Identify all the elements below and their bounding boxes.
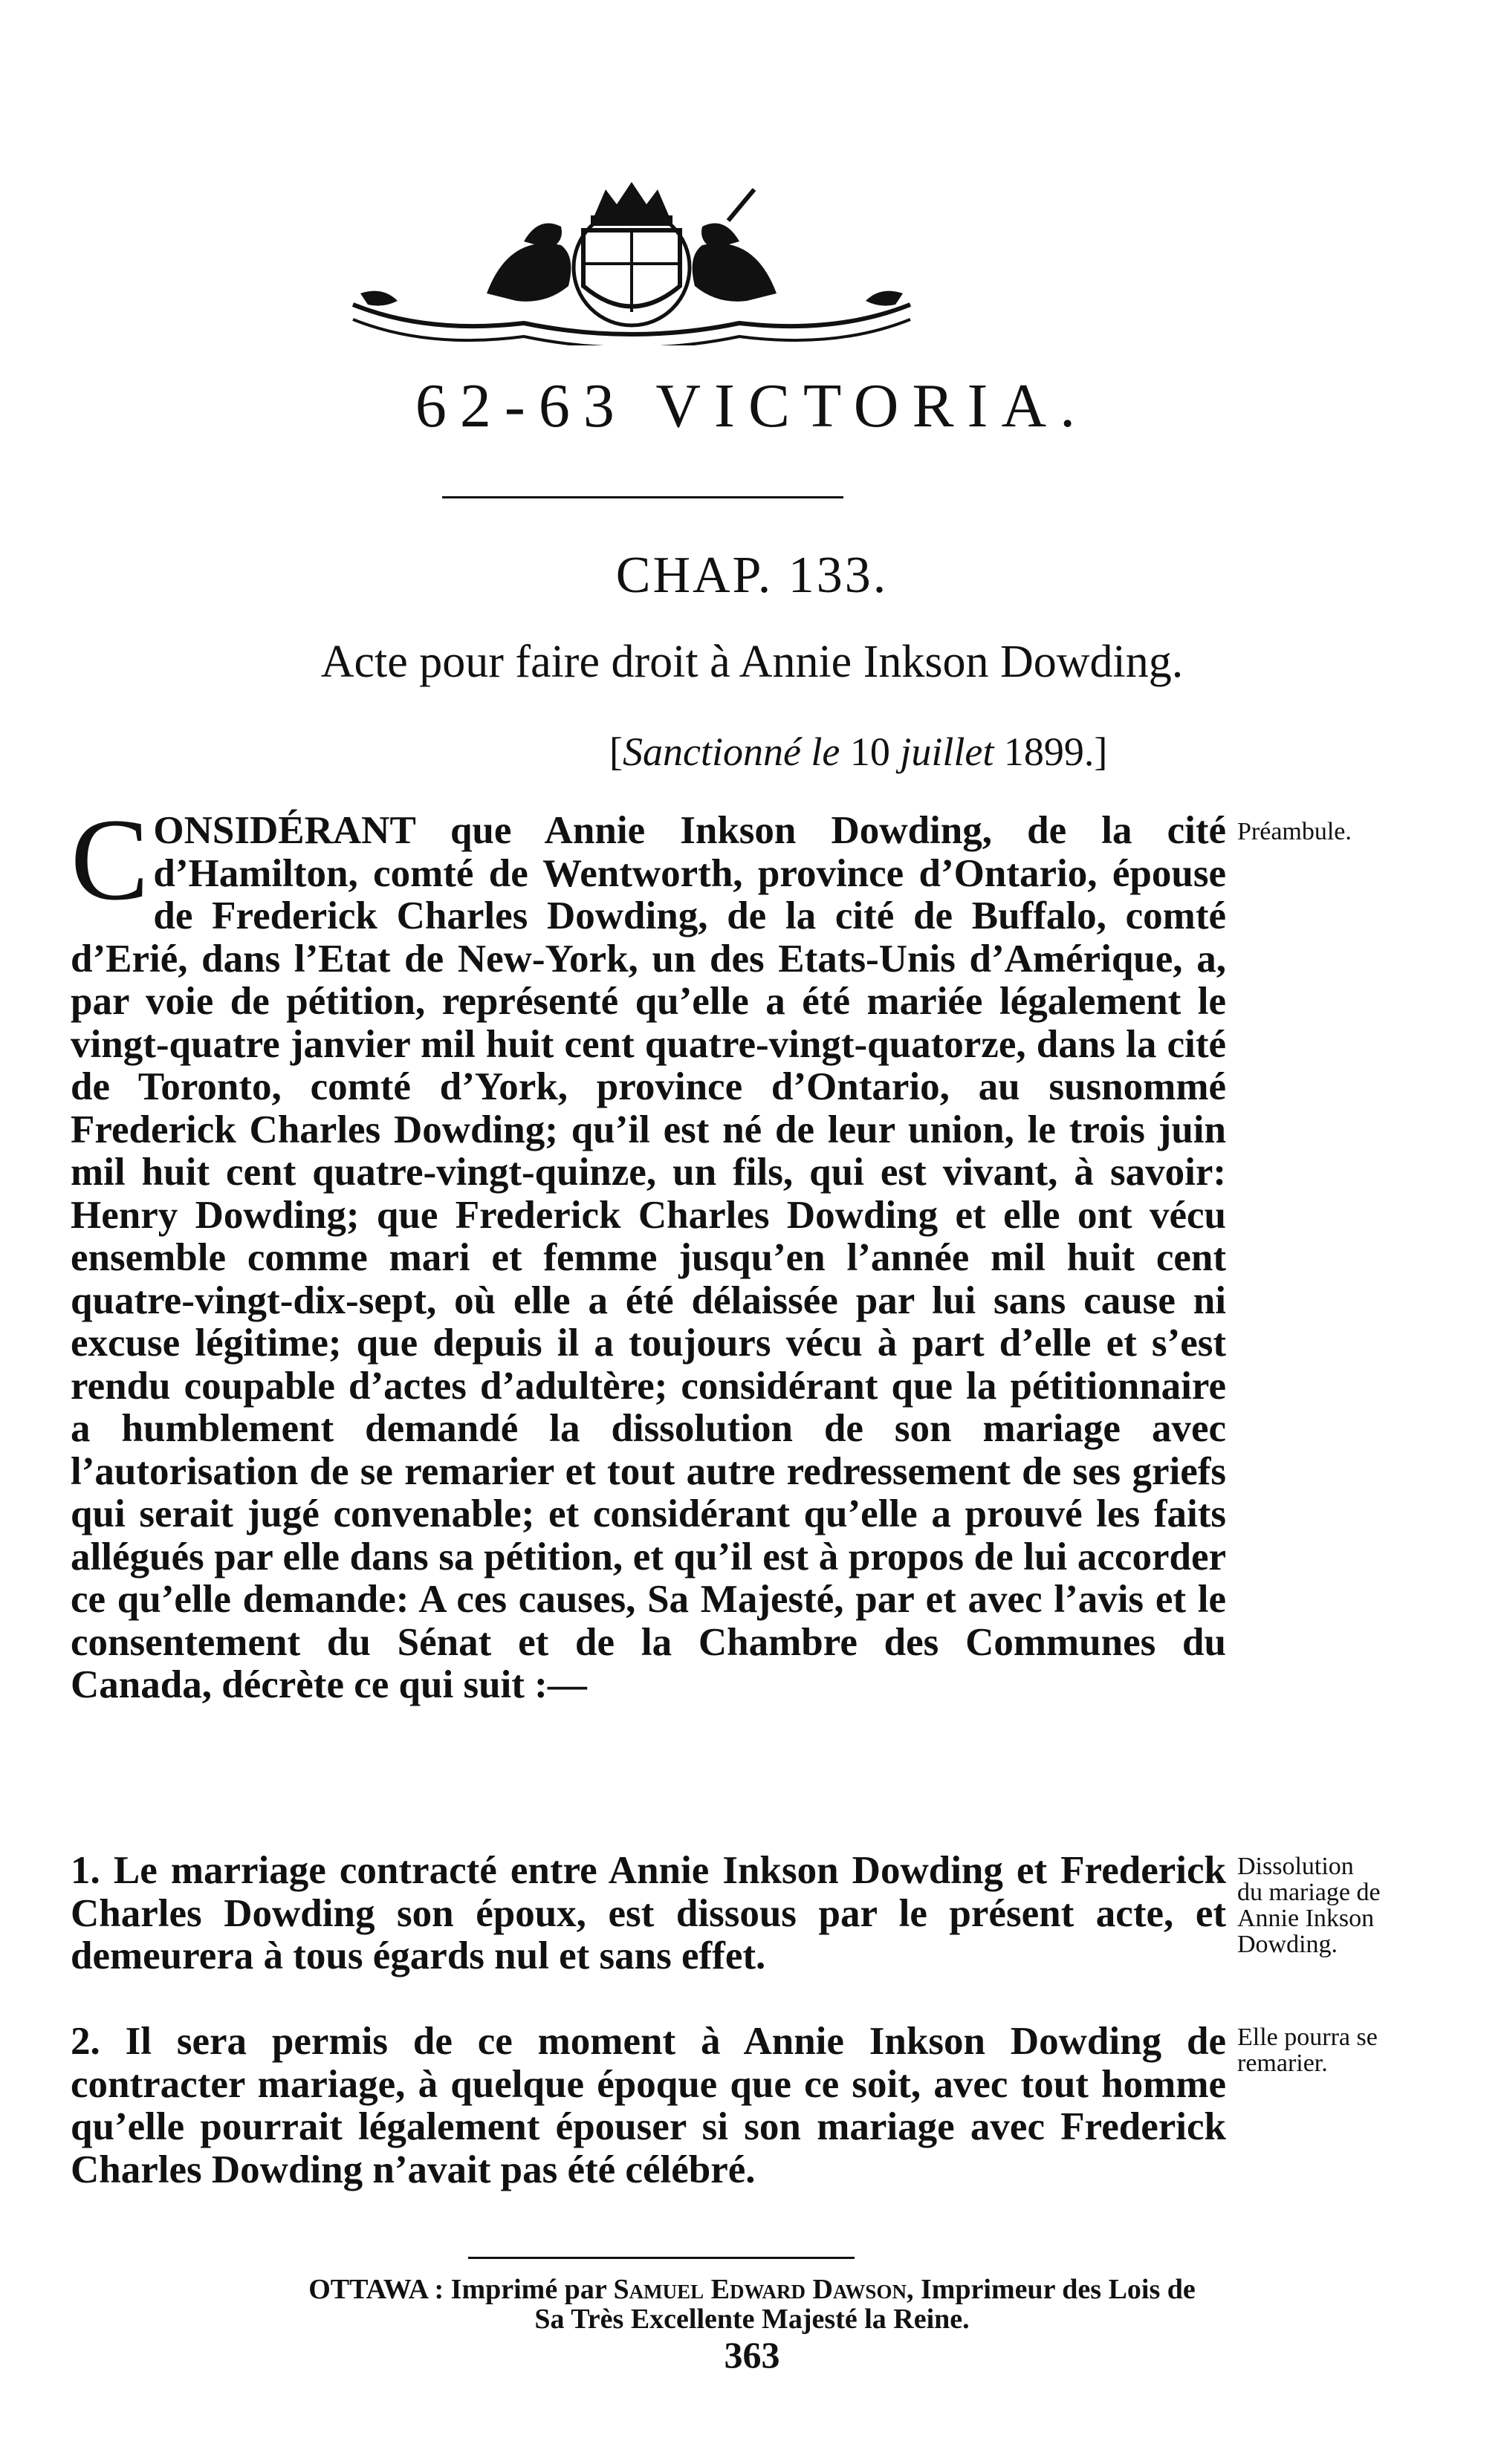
margin-note-section-2 (1237, 2024, 1378, 2076)
preamble-paragraph (71, 795, 1226, 1707)
margin-note-line: Dowding. (1237, 1931, 1338, 1958)
sanction-day: 10 (840, 729, 901, 774)
sanction-date (609, 729, 1108, 774)
section-2-number: 2. (71, 2020, 100, 2063)
margin-note-line: Elle pourra se (1237, 2023, 1378, 2051)
section-2 (71, 2021, 1226, 2191)
printer-imprint (0, 2275, 1504, 2334)
chapter-number: CHAP. 133. (615, 547, 889, 604)
margin-note-line: Dissolution (1237, 1853, 1354, 1880)
imprint-post: , Imprimeur des Lois de (906, 2274, 1196, 2305)
margin-note-line: remarier. (1237, 2049, 1328, 2077)
margin-note-preamble: Préambule. (1237, 818, 1352, 845)
royal-coat-of-arms-emblem (338, 175, 925, 345)
sanction-label: Sanctionné le (622, 729, 840, 774)
printer-name: Samuel Edward Dawson (613, 2274, 907, 2305)
imprint-line-1 (0, 2275, 1504, 2304)
reign-heading: 62-63 VICTORIA. (415, 371, 1089, 441)
section-1 (71, 1850, 1226, 1978)
act-title: Acte pour faire droit à Annie Inkson Dowding. (320, 637, 1184, 687)
sanction-month: juillet (900, 729, 994, 774)
margin-note-section-1 (1237, 1853, 1381, 1957)
sanction-open: [ (609, 729, 623, 774)
imprint-line-2: Sa Très Excellente Majesté la Reine. (534, 2304, 970, 2335)
footer-divider (468, 2257, 855, 2259)
margin-note-line: du mariage de (1237, 1879, 1381, 1906)
page-number: 363 (724, 2334, 780, 2376)
sanction-year: 1899.] (994, 729, 1108, 774)
drop-cap: C (71, 795, 149, 925)
header-divider (442, 496, 843, 498)
imprint-pre: OTTAWA : Imprimé par (308, 2274, 614, 2305)
section-1-number: 1. (71, 1849, 100, 1892)
section-1-text: Le marriage contracté entre Annie Inkson Dowding et Frederick Charles Dowding son époux, est dissous par le présent acte, et demeurera à tous égards nul et sans effet. (71, 1849, 1226, 1977)
preamble-text: ONSIDÉRANT que Annie Inkson Dowding, de la cité d’Hamilton, comté de Wentworth, province d’Ontario, épouse de Frederick Charles Dowding, de la cité de Buffalo, comté d’Erié, dans l’Etat de New-York, un des Etats-Unis d’Amérique, a, par voie de pétition, représenté qu’elle a été mariée légalement le vingt-quatre janvier mil huit cent quatre-vingt-quatorze, dans la cité de Toronto, comté d’York, province d’Ontario, au susnommé Frederick Charles Dowding; qu’il est né de leur union, le trois juin mil huit cent quatre-vingt-quinze, un fils, qui est vivant, à savoir: Henry Dowding; que Frederick Charles Dowding et elle ont vécu ensemble comme mari et femme jusqu’en l’année mil huit cent quatre-vingt-dix-sept, où elle a été délaissée par lui sans cause ni excuse légitime; que depuis il a toujours vécu à part d’elle et s’est rendu coupable d’actes d’adultère; considérant que la pétitionnaire a humblement demandé la dissolution de son mariage avec l’autorisation de se remarier et tout autre redressement de ses griefs qui serait jugé convenable; et considérant qu’elle a prouvé les faits allégués par elle dans sa pétition, et qu’il est à propos de lui accorder ce qu’elle demande: A ces causes, Sa Majesté, par et avec l’avis et le consentement du Sénat et de la Chambre des Communes du Canada, décrète ce qui suit :— (71, 809, 1226, 1706)
section-2-text: Il sera permis de ce moment à Annie Inkson Dowding de contracter mariage, à quelque époque que ce soit, avec tout homme qu’elle pourrait légalement épouser si son mariage avec Frederick Charles Dowding n’avait pas été célébré. (71, 2020, 1226, 2191)
margin-note-line: Annie Inkson (1237, 1905, 1375, 1932)
